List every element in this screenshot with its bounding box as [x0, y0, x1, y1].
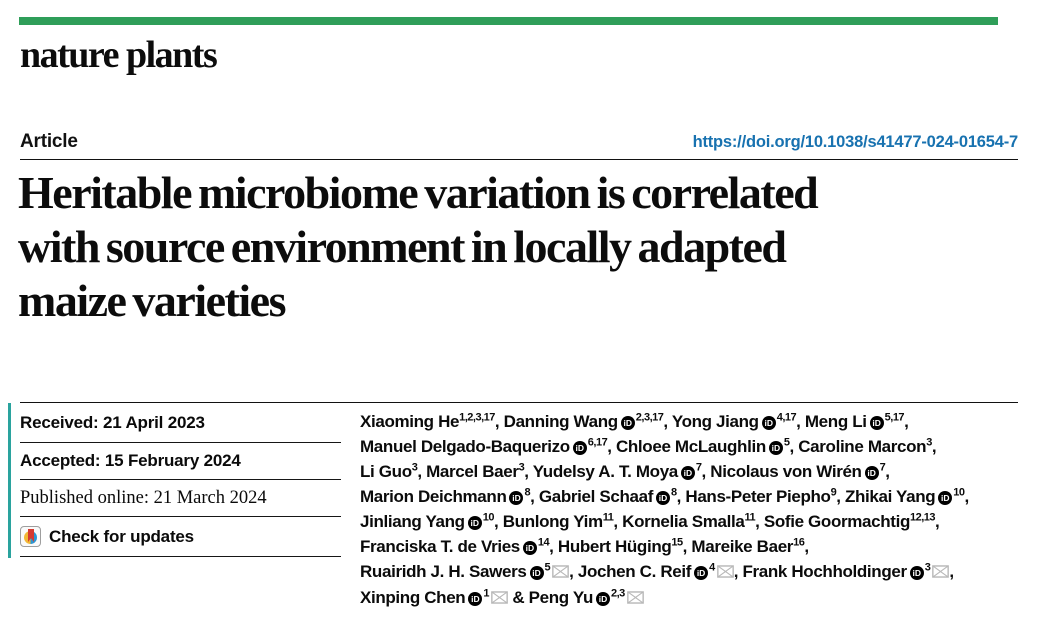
article-dates-panel — [20, 403, 341, 557]
affiliation-superscript: 7 — [879, 461, 886, 474]
orcid-icon[interactable]: iD — [681, 466, 695, 480]
article-title — [18, 166, 1028, 328]
accepted-date-row — [20, 443, 341, 480]
author-line: Franciska T. de Vries iD $^{14}$, Hubert Hüging$^{15}$, Mareike Baer$^{16}$, — [360, 536, 809, 556]
affiliation-superscript: 15 — [671, 536, 683, 549]
orcid-icon[interactable]: iD — [694, 566, 708, 580]
author-line: Xiaoming He$^{1,2,3,17}$, Danning Wang iD $^{2,3,17}$, Yong Jiang iD $^{4,17}$, Meng Li iD $^{5,17}$, — [360, 411, 909, 431]
orcid-icon[interactable]: iD — [530, 566, 544, 580]
check-for-updates-button[interactable] — [20, 517, 341, 557]
orcid-icon[interactable]: iD — [769, 441, 783, 455]
affiliation-superscript: 1,2,3,17 — [459, 411, 495, 424]
orcid-icon[interactable]: iD — [762, 416, 776, 430]
crossmark-icon — [20, 526, 41, 547]
orcid-icon[interactable]: iD — [870, 416, 884, 430]
affiliation-superscript: 3 — [924, 561, 931, 574]
title-line-1: Heritable microbiome variation is correlated — [18, 167, 818, 218]
accepted-date: Accepted: 15 February 2024 — [20, 451, 241, 470]
author-name[interactable]: Jochen C. Reif — [577, 562, 692, 581]
affiliation-superscript: 4,17 — [776, 411, 797, 424]
author-name[interactable]: Mareike Baer — [691, 537, 794, 556]
journal-logo[interactable]: nature plants — [20, 34, 217, 76]
author-name[interactable]: Yong Jiang — [671, 412, 759, 431]
affiliation-superscript: 3 — [926, 436, 932, 449]
affiliation-superscript: 8 — [671, 486, 677, 499]
affiliation-superscript: 5 — [783, 436, 790, 449]
affiliation-superscript: 7 — [695, 461, 702, 474]
affiliation-superscript: 14 — [537, 536, 550, 549]
article-type-label: Article — [20, 131, 78, 152]
author-name[interactable]: Meng Li — [804, 412, 867, 431]
author-line: Xinping Chen iD $^1$ & Peng Yu iD $^{2,3}$ — [360, 585, 1028, 611]
author-name[interactable]: Xinping Chen — [360, 588, 466, 607]
author-name[interactable]: Peng Yu — [528, 588, 593, 607]
author-name[interactable]: Hubert Hüging — [557, 537, 672, 556]
author-name[interactable]: Franciska T. de Vries — [360, 537, 520, 556]
author-name[interactable]: Gabriel Schaaf — [538, 487, 654, 506]
affiliation-superscript: 4 — [709, 561, 715, 574]
affiliation-superscript: 10 — [953, 486, 965, 499]
envelope-icon[interactable] — [932, 560, 949, 585]
envelope-icon[interactable] — [491, 586, 508, 611]
envelope-icon[interactable] — [717, 560, 734, 585]
affiliation-superscript: 9 — [830, 486, 837, 499]
author-name[interactable]: Kornelia Smalla — [622, 512, 745, 531]
orcid-icon[interactable]: iD — [523, 541, 537, 555]
received-date-row — [20, 403, 341, 443]
author-line: Ruairidh J. H. Sawers iD $^5$ , Jochen C. Reif iD $^4$ , Frank Hochholdinger iD $^3$ , — [360, 559, 1028, 585]
affiliation-superscript: 6,17 — [587, 436, 608, 449]
author-name[interactable]: Sofie Goormachtig — [763, 512, 910, 531]
doi-link[interactable]: https://doi.org/10.1038/s41477-024-01654-7 — [692, 133, 1018, 151]
author-name[interactable]: Zhikai Yang — [844, 487, 936, 506]
orcid-icon[interactable]: iD — [468, 516, 482, 530]
header-divider — [20, 159, 1018, 160]
dates-accent-border — [8, 403, 11, 558]
author-name[interactable]: Caroline Marcon — [798, 437, 927, 456]
author-name[interactable]: Ruairidh J. H. Sawers — [360, 562, 527, 581]
author-name[interactable]: Yudelsy A. T. Moya — [532, 462, 678, 481]
affiliation-superscript: 12,13 — [910, 511, 936, 524]
author-name[interactable]: Bunlong Yim — [502, 512, 603, 531]
check-for-updates-label: Check for updates — [49, 526, 194, 546]
orcid-icon[interactable]: iD — [468, 592, 482, 606]
affiliation-superscript: 1 — [483, 587, 489, 600]
orcid-icon[interactable]: iD — [938, 491, 952, 505]
affiliation-superscript: 5 — [544, 561, 551, 574]
orcid-icon[interactable]: iD — [865, 466, 879, 480]
orcid-icon[interactable]: iD — [596, 592, 610, 606]
affiliation-superscript: 2,3,17 — [635, 411, 664, 424]
author-line: Marion Deichmann iD $^8$, Gabriel Schaaf iD $^8$, Hans-Peter Piepho$^9$, Zhikai Yang iD $^{10}$, — [360, 486, 969, 506]
affiliation-superscript: 11 — [602, 511, 614, 524]
published-date: Published online: 21 March 2024 — [20, 487, 267, 508]
affiliation-superscript: 2,3 — [611, 587, 625, 600]
author-name[interactable]: Li Guo — [360, 462, 412, 481]
author-line: Jinliang Yang iD $^{10}$, Bunlong Yim$^{11}$, Kornelia Smalla$^{11}$, Sofie Goormachtig$^{12,13}$, — [360, 511, 940, 531]
author-name[interactable]: Danning Wang — [503, 412, 618, 431]
affiliation-superscript: 16 — [793, 536, 805, 549]
orcid-icon[interactable]: iD — [656, 491, 670, 505]
affiliation-superscript: 10 — [482, 511, 494, 524]
title-line-3: maize varieties — [18, 275, 285, 326]
received-date: Received: 21 April 2023 — [20, 412, 205, 432]
author-name[interactable]: Chloee McLaughlin — [615, 437, 766, 456]
orcid-icon[interactable]: iD — [573, 441, 587, 455]
author-name[interactable]: Nicolaus von Wirén — [710, 462, 862, 481]
author-name[interactable]: Manuel Delgado-Baquerizo — [360, 437, 570, 456]
author-line: Manuel Delgado-Baquerizo iD $^{6,17}$, Chloee McLaughlin iD $^5$, Caroline Marcon$^3$, — [360, 436, 937, 456]
envelope-icon[interactable] — [627, 586, 644, 611]
affiliation-superscript: 3 — [518, 461, 525, 474]
affiliation-superscript: 3 — [411, 461, 418, 474]
orcid-icon[interactable]: iD — [509, 491, 523, 505]
article-header-row — [20, 131, 1018, 153]
envelope-icon[interactable] — [552, 560, 569, 585]
author-list — [360, 409, 1028, 611]
author-name[interactable]: Marcel Baer — [426, 462, 519, 481]
author-name[interactable]: Xiaoming He — [360, 412, 460, 431]
orcid-icon[interactable]: iD — [621, 416, 635, 430]
affiliation-superscript: 8 — [524, 486, 531, 499]
author-name[interactable]: Frank Hochholdinger — [742, 562, 907, 581]
author-name[interactable]: Hans-Peter Piepho — [685, 487, 831, 506]
orcid-icon[interactable]: iD — [910, 566, 924, 580]
author-name[interactable]: Marion Deichmann — [360, 487, 507, 506]
published-date-row — [20, 480, 341, 517]
affiliation-superscript: 5,17 — [884, 411, 905, 424]
author-name[interactable]: Jinliang Yang — [360, 512, 465, 531]
journal-brand-bar — [19, 17, 998, 25]
affiliation-superscript: 11 — [744, 511, 756, 524]
author-line: Li Guo$^3$, Marcel Baer$^3$, Yudelsy A. T. Moya iD $^7$, Nicolaus von Wirén iD $^7$, — [360, 461, 890, 481]
title-line-2: with source environment in locally adapted — [18, 221, 786, 272]
